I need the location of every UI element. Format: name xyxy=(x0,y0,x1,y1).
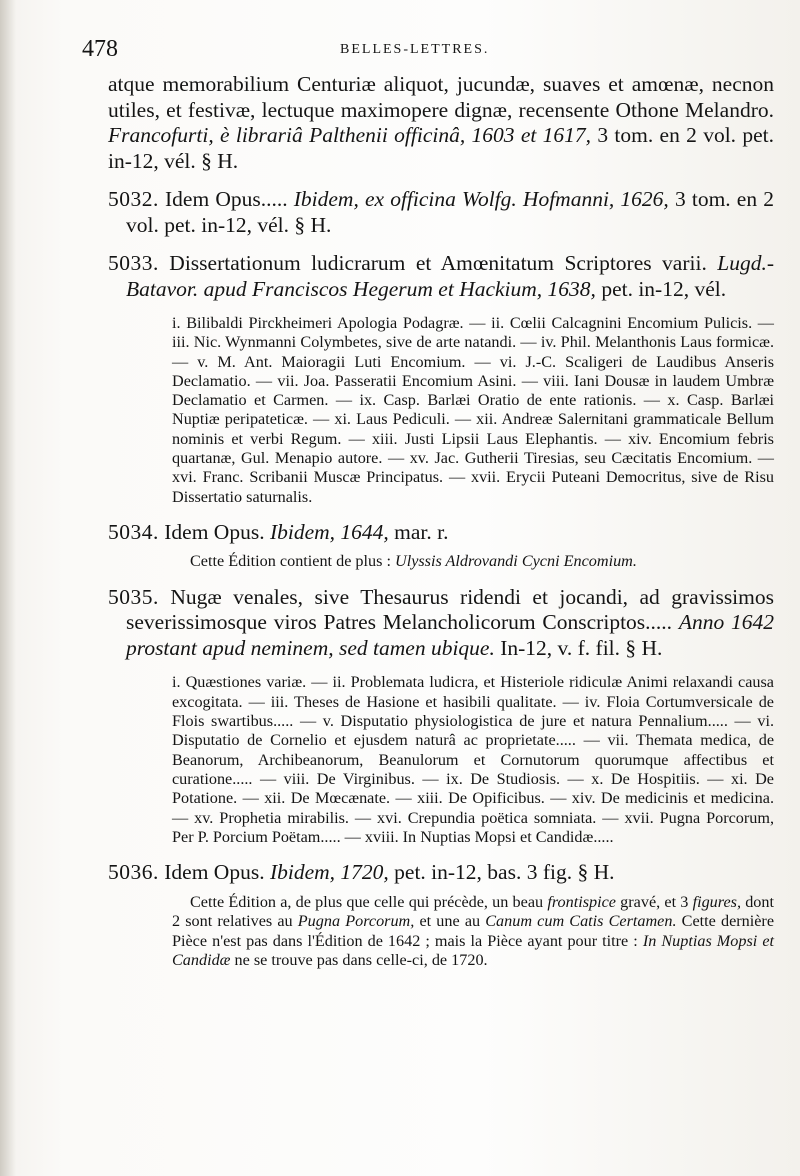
entry-number: 5033. xyxy=(108,251,159,275)
note-italic-text: Canum cum Catis Certamen. xyxy=(485,912,677,931)
note-text: Cette Édition a, de plus que celle qui précède, un beau xyxy=(190,892,548,911)
catalog-entry-5034 xyxy=(108,520,774,572)
catalog-entry-5036 xyxy=(108,860,774,971)
entry-text xyxy=(108,860,774,886)
note-text: ne se trouve pas dans celle-ci, de 1720. xyxy=(230,951,488,970)
running-title: BELLES-LETTRES. xyxy=(340,42,490,57)
entry-note xyxy=(172,893,774,971)
gutter-shadow xyxy=(0,0,16,1176)
entry-text xyxy=(108,585,774,662)
entry-title: Idem Opus..... xyxy=(158,187,294,211)
entry-number: 5032. xyxy=(108,187,159,211)
entry-imprint: Francofurti, è librariâ Palthenii officinâ, 1603 et 1617, xyxy=(108,123,592,147)
entry-format: pet. in-12, vél. xyxy=(595,276,727,301)
note-text: Cette dernière Pièce n'est pas dans l'Édition de 1642 ; mais la Pièce ayant pour titre : xyxy=(172,912,774,950)
page-header xyxy=(82,34,774,72)
note-italic-text: Pugna Porcorum, xyxy=(297,912,415,931)
catalog-entry-5031 xyxy=(108,72,774,174)
note-text: dont 2 sont relatives au xyxy=(172,892,774,931)
entry-imprint: Ibidem, ex officina Wolfg. Hofmanni, 1626, xyxy=(293,187,669,211)
entry-title: Idem Opus. xyxy=(158,519,270,544)
catalog-entry-5033 xyxy=(108,251,774,507)
note-text: Cette Édition contient de plus : xyxy=(190,552,396,571)
note-italic-text: figures, xyxy=(692,892,741,911)
note-text: gravé, et 3 xyxy=(615,892,693,911)
catalog-entry-5032 xyxy=(108,187,774,238)
note-text: et une au xyxy=(414,912,486,931)
entry-format: mar. r. xyxy=(388,519,449,544)
entry-imprint: Ibidem, 1720, xyxy=(269,860,389,885)
catalog-entry-5035 xyxy=(108,585,774,847)
entry-number: 5034. xyxy=(108,519,159,544)
entry-imprint: Ibidem, 1644, xyxy=(269,519,389,544)
entry-text xyxy=(108,251,774,302)
entry-text xyxy=(108,72,774,174)
entry-text xyxy=(108,520,774,546)
entry-format: 3 tom. en 2 vol. pet. in-12, vél. § H. xyxy=(108,123,774,173)
entry-number: 5035. xyxy=(108,584,159,609)
entry-title: Dissertationum ludicrarum et Amœnitatum Scriptores varii. xyxy=(158,251,718,275)
note-italic-text: In Nuptias Mopsi et Candidæ xyxy=(172,931,774,970)
entry-format: 3 tom. en 2 vol. pet. in-12, vél. § H. xyxy=(126,187,774,237)
entry-text xyxy=(108,187,774,238)
entry-contents: i. Quæstiones variæ. — ii. Problemata ludicra, et Histeriole ridiculæ Animi relaxandi causa excogitata. — iii. Theses de Hasione et hasibili qualitate. — iv. Floia Cortumversicale de Flois swartibus..... — v. Disputatio physiologistica de jure et natura Pennalium..... — vi. Disputatio de Cornelio et ejusdem naturâ ac proprietate..... — vii. Themata medica, de Beanorum, Archibeanorum, Beanulorum et Cornutorum quorumque affectibus et curatione..... — viii. De Virginibus. — ix. De Studiosis. — x. De Hospitiis. — xi. De Potatione. — xii. De Mœcænate. — xiii. De Opificibus. — xiv. De medicinis et medicina. — xv. Prophetia mirabilis. — xvi. Crepundia poëtica somniata. — xvii. Pugna Porcorum, Per P. Porcium Poëtam..... — xviii. In Nuptias Mopsi et Candidæ..... xyxy=(172,673,774,846)
entry-imprint: Lugd.-Batavor. apud Franciscos Hegerum et Hackium, 1638, xyxy=(126,251,774,301)
entry-format: pet. in-12, bas. 3 fig. § H. xyxy=(388,860,615,885)
page-number: 478 xyxy=(82,36,118,62)
entry-format: In-12, v. f. fil. § H. xyxy=(494,635,663,660)
entry-note xyxy=(172,552,774,572)
entry-title: atque memorabilium Centuriæ aliquot, jucundæ, suaves et amœnæ, necnon utiles, et festivæ, lectuque maximopere dignæ, recensente Othone Melandro. xyxy=(108,72,774,122)
note-italic-text: frontispice xyxy=(547,892,616,911)
entry-imprint: Anno 1642 prostant apud neminem, sed tamen ubique. xyxy=(126,610,774,660)
entry-number: 5036. xyxy=(108,860,159,885)
entry-title: Nugæ venales, sive Thesaurus ridendi et jocandi, ad gravissimos severissimosque viros Patres Melancholicorum Conscriptos..... xyxy=(126,584,774,635)
note-italic-text: Ulyssis Aldrovandi Cycni Encomium. xyxy=(395,552,637,571)
entry-contents: i. Bilibaldi Pirckheimeri Apologia Podagræ. — ii. Cœlii Calcagnini Encomium Pulicis. — iii. Nic. Wynmanni Colymbetes, sive de arte natandi. — iv. Phil. Melanthonis Laus formicæ. — v. M. Ant. Maioragii Luti Encomium. — vi. J.-C. Scaligeri de Laudibus Anseris Declamatio. — vii. Joa. Passeratii Encomium Asini. — viii. Iani Dousæ in laudem Umbræ Declamatio et Carmen. — ix. Casp. Barlæi Oratio de ente rationis. — x. Casp. Barlæi Nuptiæ peripateticæ. — xi. Laus Pediculi. — xii. Andreæ Salernitani grammaticale Bellum nominis et verbi Regum. — xiii. Justi Lipsii Laus Elephantis. — xiv. Encomium febris quartanæ, Gul. Menapio autore. — xv. Jac. Gutherii Tiresias, seu Cæcitatis Encomium. — xvi. Franc. Scribanii Muscæ Principatus. — xvii. Erycii Puteani Democritus, sive de Risu Dissertatio saturnalis. xyxy=(172,314,774,506)
entry-title: Idem Opus. xyxy=(158,860,270,885)
